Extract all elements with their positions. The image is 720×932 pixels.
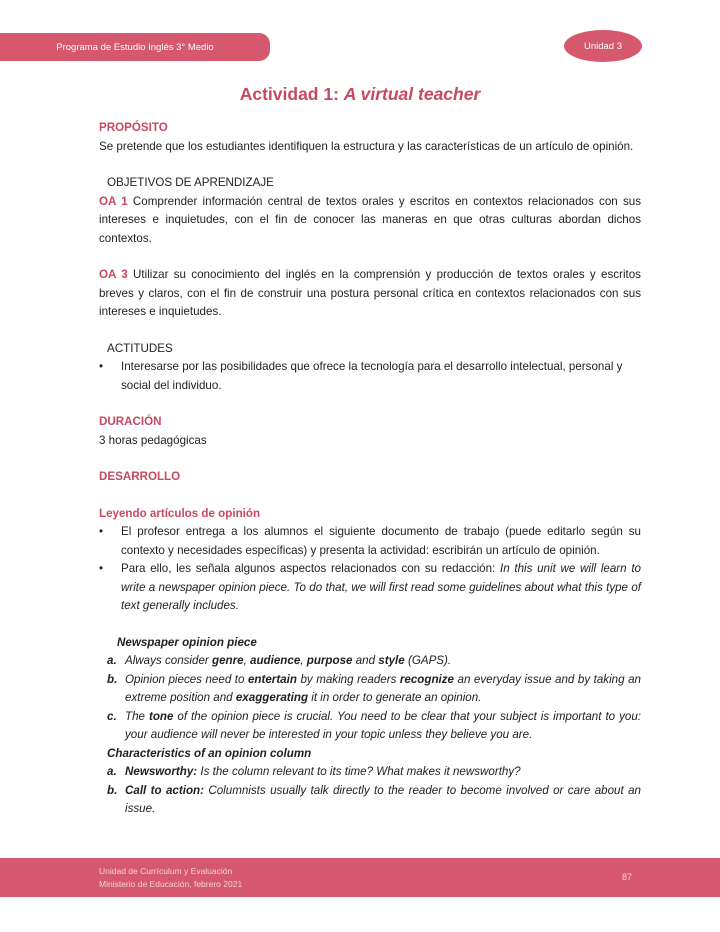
desarrollo-bullet-1-text: El profesor entrega a los alumnos el siguiente documento de trabajo (puede editarlo según su contexto y necesidades específicas) y presenta la actividad: escribirán un artículo de opinión.	[121, 525, 641, 557]
desarrollo-subheading: Leyendo artículos de opinión	[99, 506, 261, 520]
oa1-label: OA 1	[99, 194, 128, 208]
desarrollo-bullet-1	[99, 523, 641, 560]
actitudes-bullet-text: Interesarse por las posibilidades que ofrece la tecnología para el desarrollo intelectual, personal y social del individuo.	[121, 360, 623, 392]
list-marker: b.	[107, 672, 118, 686]
actitudes-heading: ACTITUDES	[107, 341, 173, 355]
guideline-item-c	[99, 708, 641, 745]
list-marker: c.	[107, 709, 117, 723]
oa3-text: Utilizar su conocimiento del inglés en la comprensión y producción de textos orales y escritos breves y claros, con el fin de construir una postura personal crítica en contextos relacionados con sus intereses e inquietudes.	[99, 268, 641, 318]
program-badge	[0, 33, 270, 61]
characteristic-item-a-text: Newsworthy: Is the column relevant to its time? What makes it newsworthy?	[125, 765, 521, 778]
duracion-body: 3 horas pedagógicas	[99, 433, 207, 447]
footer-line-1: Unidad de Currículum y Evaluación	[99, 865, 233, 876]
list-marker: b.	[107, 783, 118, 797]
oa1-text: Comprender información central de textos orales y escritos en contextos relacionados con sus intereses e inquietudes, con el fin de conocer las maneras en que otras culturas abordan dichos contextos.	[99, 194, 641, 245]
guideline-item-b	[99, 671, 641, 708]
oa3-label: OA 3	[99, 268, 128, 281]
oa1-paragraph	[99, 193, 641, 249]
actitudes-bullet-item	[99, 358, 641, 395]
guidelines-title: Newspaper opinion piece	[117, 635, 257, 649]
bullet-icon: •	[99, 562, 104, 575]
list-marker: a.	[107, 654, 117, 667]
desarrollo-bullet-2-plain: Para ello, les señala algunos aspectos relacionados con su redacción:	[121, 562, 500, 575]
desarrollo-bullet-2-italic: In this unit we will learn to write a newspaper opinion piece. To do that, we will first read some guidelines about what this type of text generally includes.	[121, 562, 641, 612]
guideline-item-a	[99, 652, 641, 671]
page-number: 87	[621, 872, 632, 882]
desarrollo-heading: DESARROLLO	[99, 470, 181, 483]
footer-line-2: Ministerio de Educación, febrero 2021	[99, 878, 243, 889]
activity-title-prefix: Actividad 1:	[239, 84, 344, 104]
characteristic-item-b-text: Call to action: Columnists usually talk directly to the reader to become involved or care about an issue.	[125, 783, 641, 815]
characteristic-item-b	[99, 782, 641, 819]
list-marker: a.	[107, 765, 117, 778]
footer-bar	[0, 858, 720, 897]
duracion-heading: DURACIÓN	[99, 415, 162, 428]
bullet-icon: •	[99, 360, 104, 373]
objetivos-heading: OBJETIVOS DE APRENDIZAJE	[107, 176, 274, 189]
document-body	[99, 119, 641, 819]
characteristic-item-a	[99, 763, 641, 782]
footer-left	[0, 865, 622, 891]
activity-title-name: A virtual teacher	[343, 84, 481, 104]
unit-badge	[564, 30, 642, 62]
program-badge-label: Programa de Estudio Inglés 3° Medio	[56, 41, 214, 53]
characteristics-title: Characteristics of an opinion column	[107, 746, 312, 760]
bullet-icon: •	[99, 525, 104, 538]
guideline-item-b-text: Opinion pieces need to entertain by making readers recognize an everyday issue and by taking an extreme position and exaggerating it in order to generate an opinion.	[125, 672, 641, 704]
desarrollo-bullet-2	[99, 560, 641, 616]
desarrollo-bullet-2-text	[121, 560, 641, 616]
proposito-body: Se pretende que los estudiantes identifiquen la estructura y las características de un artículo de opinión.	[99, 139, 634, 153]
proposito-heading: PROPÓSITO	[99, 121, 168, 134]
unit-badge-label: Unidad 3	[583, 40, 623, 52]
oa3-paragraph	[99, 266, 641, 322]
guideline-item-a-text: Always consider genre, audience, purpose and style (GAPS).	[125, 654, 452, 667]
activity-title	[0, 84, 720, 105]
guideline-item-c-text: The tone of the opinion piece is crucial. You need to be clear that your subject is important to you: your audience will never be interested in your topic unless they believe you are.	[125, 709, 641, 741]
